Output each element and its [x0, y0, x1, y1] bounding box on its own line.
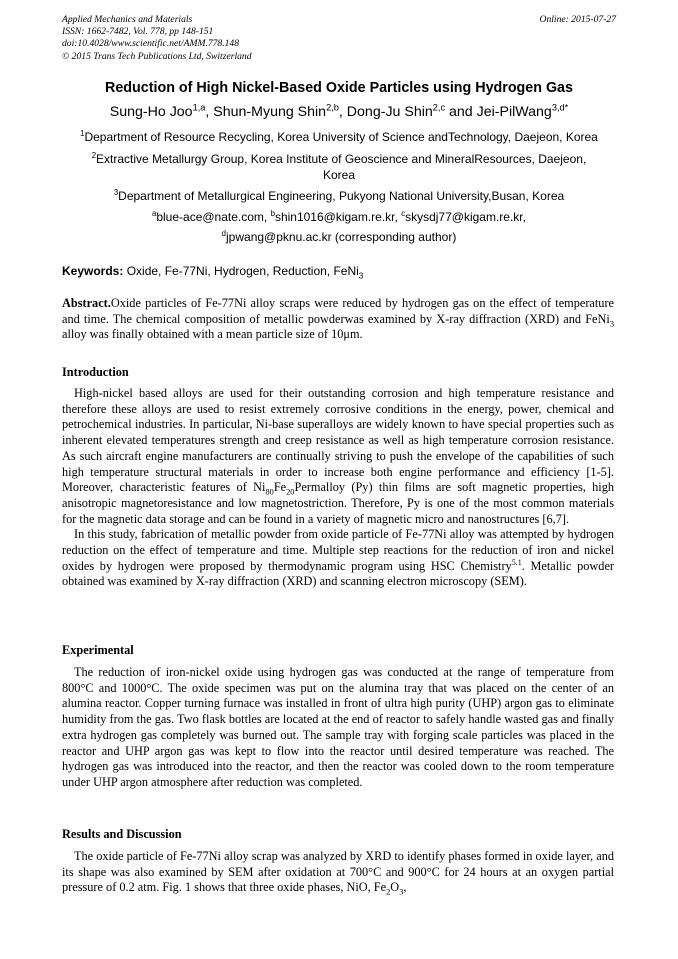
affiliation-text: Extractive Metallurgy Group, Korea Institute of Geoscience and MineralResources, Daejeon,: [96, 152, 587, 166]
issn-line: ISSN: 1662-7482, Vol. 778, pp 148-151: [62, 26, 214, 38]
results-text: The oxide particle of Fe-77Ni alloy scrap was analyzed by XRD to identify phases formed in oxide layer, and its shape was also examined by SEM after oxidation at 700°C and 900°C for 24 hours at an oxygen partial pressure of 0.2 atm. Fig. 1 shows that three oxide phases, NiO, Fe: [62, 849, 614, 895]
author-separator: ,: [338, 104, 347, 120]
section-heading-results: Results and Discussion: [62, 827, 182, 841]
author-name: Dong-Ju Shin: [346, 104, 433, 120]
journal-name: Applied Mechanics and Materials: [62, 14, 193, 25]
intro-text: In this study, fabrication of metallic powder from oxide particle of Fe-77Ni alloy was attempted by hydrogen reduction on the effect of temperature and time. Multiple step reactions for the reduction of iron and nickel oxides by hydrogen were proposed by thermodynamic program using HSC Chemistry: [62, 527, 614, 573]
author-separator: ,: [205, 104, 214, 120]
introduction-body: [62, 386, 614, 590]
affiliation-3: [60, 189, 618, 205]
subscript: 20: [286, 487, 295, 497]
author-name: Shun-Myung Shin: [213, 104, 327, 120]
abstract-text-continued: alloy was finally obtained with a mean particle size of 10μm.: [62, 327, 363, 342]
affiliation-text: Department of Metallurgical Engineering, Pukyong National University,Busan, Korea: [118, 189, 565, 203]
author-affiliation-mark: 3,d*: [551, 102, 569, 113]
author-affiliation-mark: 2,c: [432, 102, 446, 113]
email-mark: d: [221, 229, 227, 238]
intro-paragraph-2: [62, 527, 614, 590]
email-line-1: [60, 210, 618, 226]
email-mark: a: [152, 209, 157, 218]
affiliation-number: 2: [91, 151, 97, 160]
journal-header: [62, 14, 616, 63]
abstract-label: Abstract.: [62, 296, 111, 310]
results-paragraph: [62, 849, 614, 896]
keywords-text: Oxide, Fe-77Ni, Hydrogen, Reduction, FeNi: [123, 264, 359, 278]
results-body: [62, 849, 614, 896]
email-mark: c: [401, 209, 406, 218]
intro-text: . Metallic powder obtained was examined by X-ray diffraction (XRD) and scanning electron microscopy (SEM).: [62, 558, 615, 589]
online-date: Online: 2015-07-27: [539, 14, 616, 25]
author-separator: and: [445, 104, 477, 120]
author-list: [0, 104, 678, 120]
subscript: 3: [399, 887, 404, 897]
email-line-2: [60, 230, 618, 246]
affiliation-text-continued: Korea: [322, 167, 356, 182]
paper-title: Reduction of High Nickel-Based Oxide Particles using Hydrogen Gas: [105, 80, 573, 96]
copyright-line: © 2015 Trans Tech Publications Ltd, Switzerland: [62, 50, 252, 62]
keywords: [62, 264, 622, 280]
results-text: ,: [403, 880, 407, 895]
subscript: 2: [386, 887, 391, 897]
abstract-text: Oxide particles of Fe-77Ni alloy scraps were reduced by hydrogen gas on the effect of temperature and time. The chemical composition of metallic powderwas examined by X-ray diffraction (XRD) and FeNi: [62, 296, 614, 326]
experimental-body: [62, 665, 614, 791]
doi-line: doi:10.4028/www.scientific.net/AMM.778.148: [62, 38, 240, 50]
keywords-label: Keywords:: [62, 264, 124, 278]
superscript: 5.1: [511, 557, 522, 567]
affiliation-number: 1: [80, 129, 85, 138]
author-name: Sung-Ho Joo: [109, 104, 193, 120]
section-heading-introduction: Introduction: [62, 365, 129, 379]
affiliation-1: [60, 130, 618, 146]
email-c: skysdj77@kigam.re.kr,: [405, 210, 526, 224]
abstract: [62, 296, 614, 343]
affiliation-number: 3: [113, 188, 119, 197]
intro-text: Fe: [273, 480, 287, 495]
affiliation-text: Department of Resource Recycling, Korea University of Science andTechnology, Daejeon, Korea: [84, 130, 598, 144]
experimental-paragraph: The reduction of iron-nickel oxide using hydrogen gas was conducted at the range of temperature from 800°C and 1000°C. The oxide specimen was put on the alumina tray that was placed on the center of an alumina reactor. Copper turning furnace was installed in front of ultra high purity (UHP) argon gas to eliminate humidity from the gas. Two flask bottles are located at the end of reactor to safely handle wasted gas and finally extra hydrogen gas completely was burned out. The sample tray with forging scale particles was placed in the reactor and UHP argon gas was kept to flow into the reactor until desired temperature was reached. The hydrogen gas was introduced into the reactor, and then the reactor was cooled down to the room temperature under UHP argon atmosphere after reduction was completed.: [62, 665, 614, 789]
intro-text: Permalloy (Py) thin films are soft magnetic properties, high anisotropic magnetoresistance and low magnetostriction. Therefore, Py is one of the most common materials for the magnetic data storage and can be found in a variety of magnetic micro and nanostructures [6,7].: [62, 480, 615, 526]
author-name: Jei-PilWang: [476, 104, 552, 120]
abstract-subscript: 3: [609, 319, 614, 329]
affiliation-2: [60, 152, 618, 183]
email-mark: b: [270, 209, 275, 218]
email-d: jpwang@pknu.ac.kr (corresponding author): [226, 230, 457, 244]
results-text: O: [390, 880, 400, 895]
author-affiliation-mark: 2,b: [326, 102, 339, 113]
email-a: blue-ace@nate.com,: [156, 210, 271, 224]
email-b: shin1016@kigam.re.kr,: [274, 210, 402, 224]
subscript: 80: [265, 487, 274, 497]
section-heading-experimental: Experimental: [62, 643, 134, 657]
intro-paragraph-1: [62, 386, 614, 527]
author-affiliation-mark: 1,a: [192, 102, 206, 113]
intro-text: High-nickel based alloys are used for their outstanding corrosion and high temperature resistance and therefore these alloys are used to resist extremely corrosive conditions in the energy, power, chemical and petrochemical industries. In particular, Ni-base superalloys are widely known to have special properties such as inherent elevated temperatures strength and creep resistance as well as high temperature corrosion resistance. As such aircraft engine manufacturers are continually striving to push the envelope of the capabilities of such high temperature structural materials in order to increase both engine performance and efficiency [1-5]. Moreover, characteristic features of Ni: [62, 386, 614, 495]
keywords-subscript: 3: [358, 271, 364, 281]
